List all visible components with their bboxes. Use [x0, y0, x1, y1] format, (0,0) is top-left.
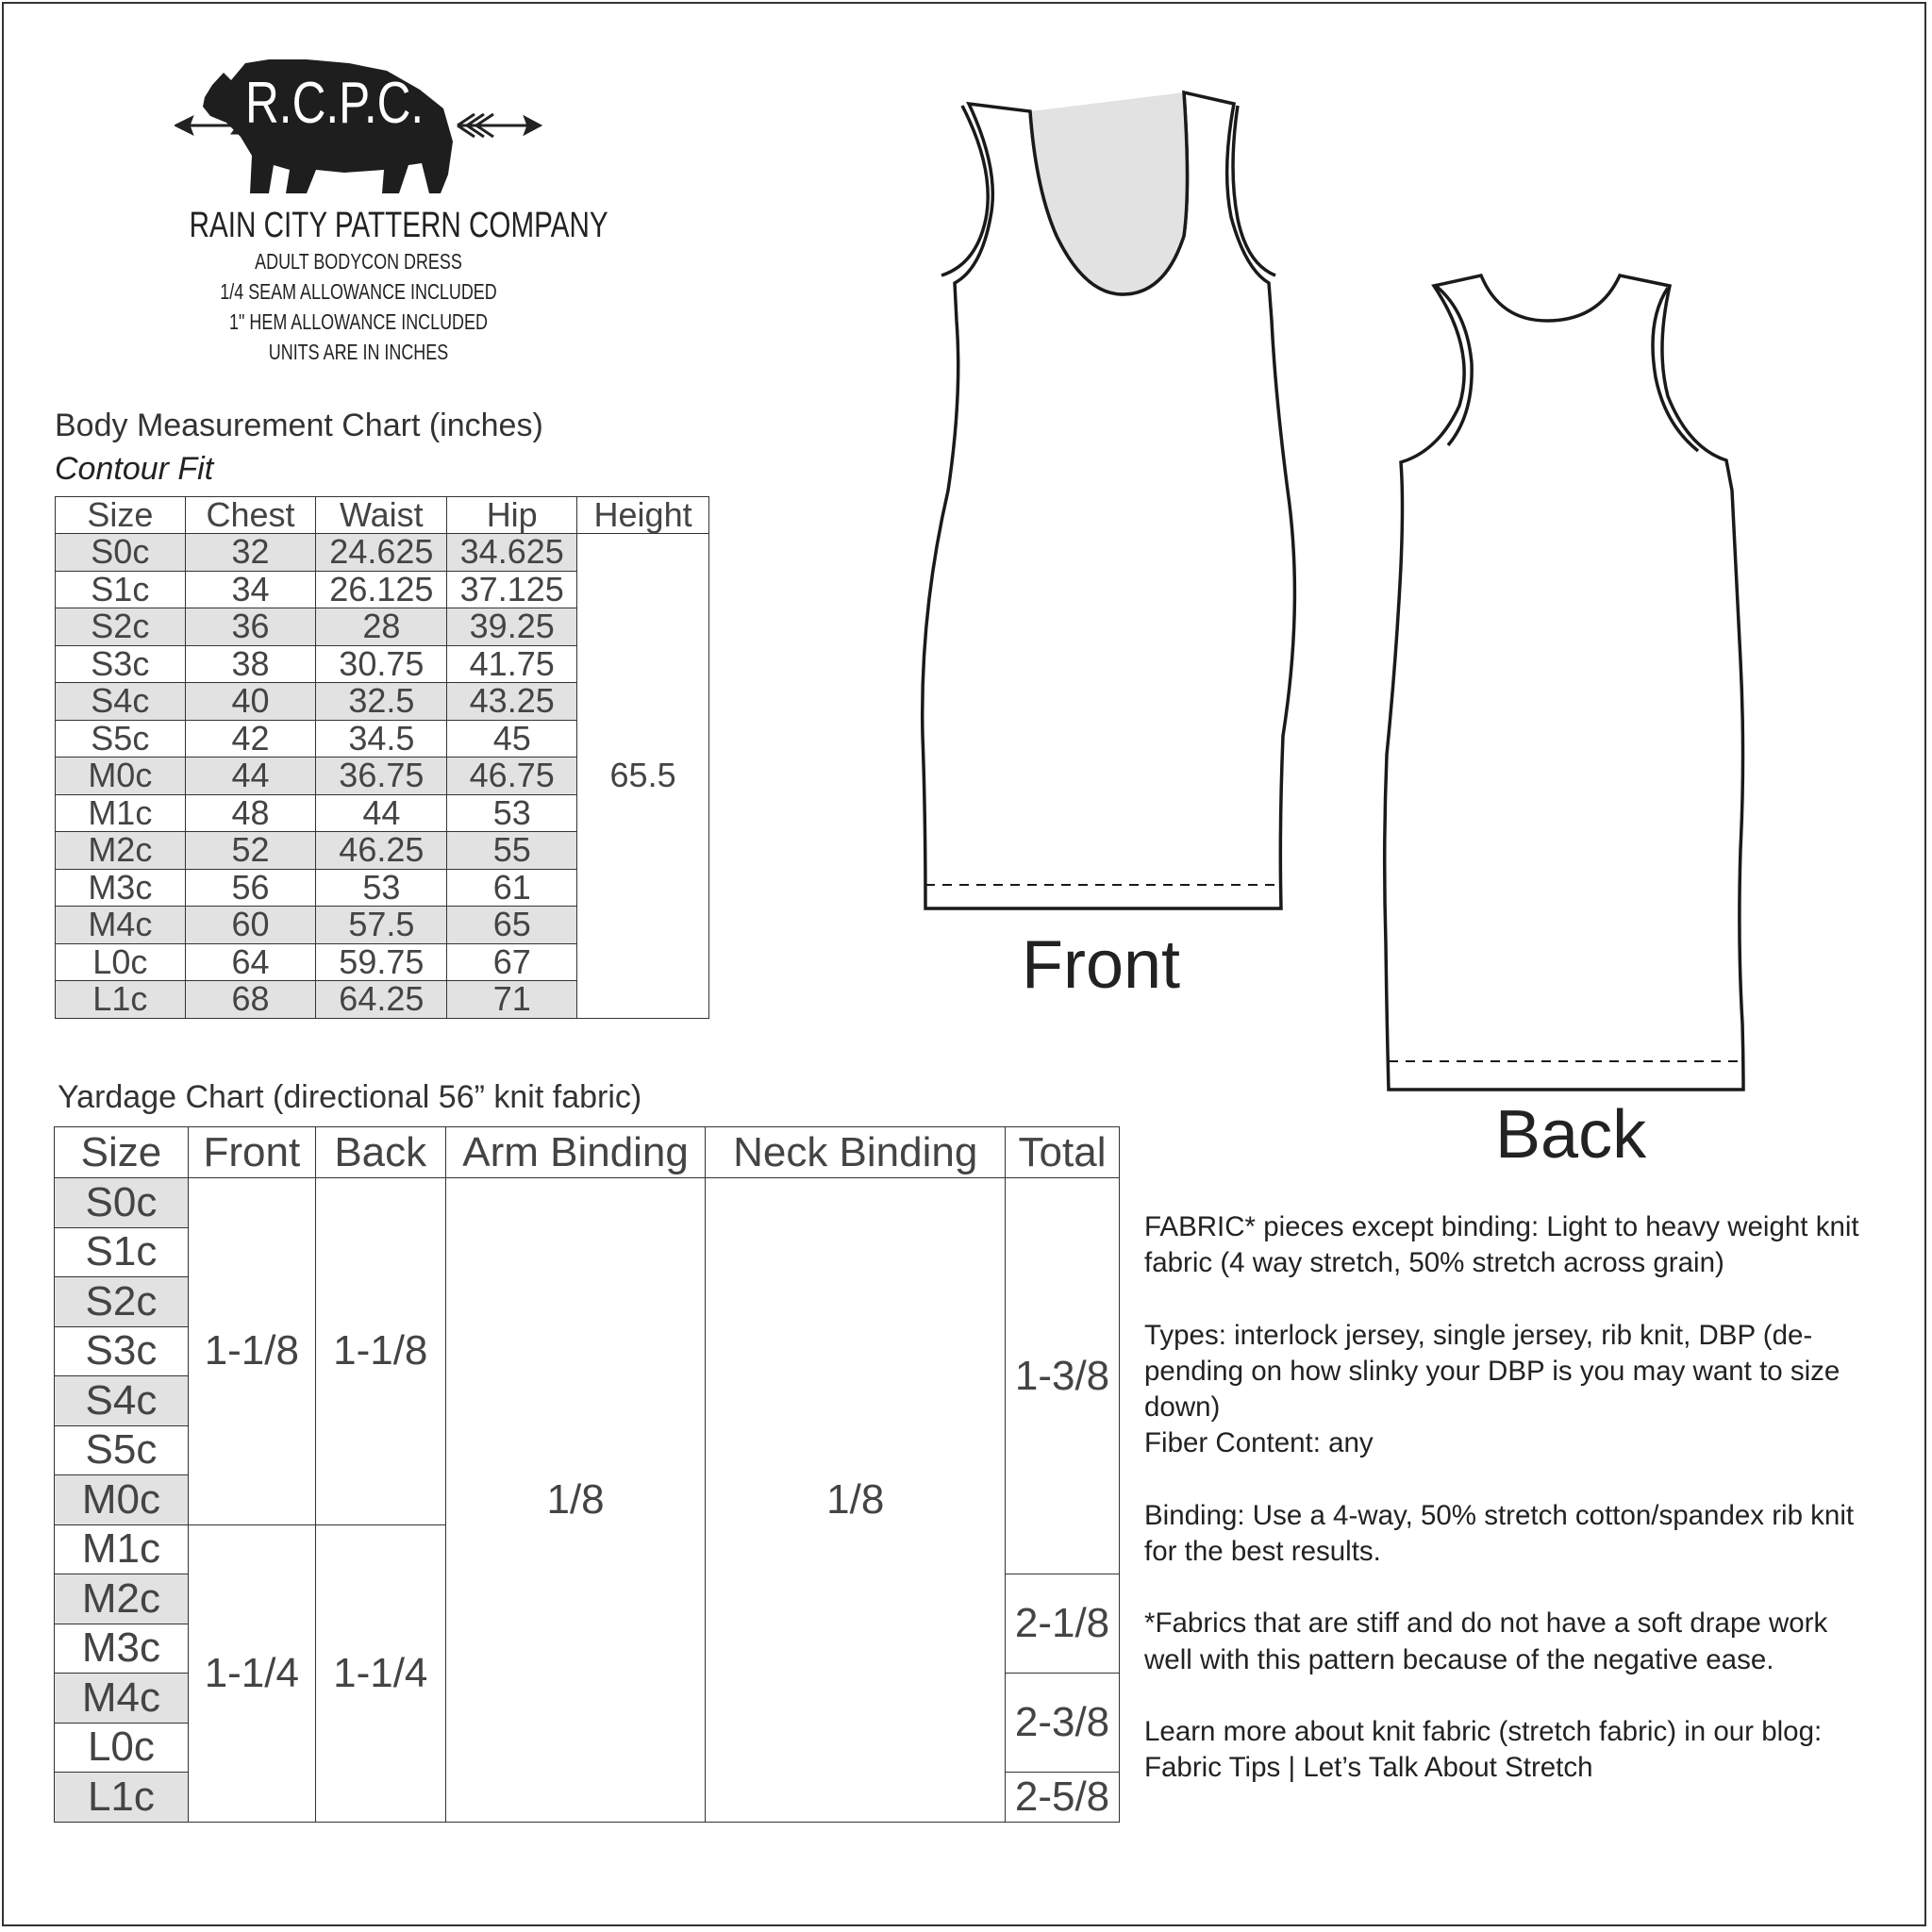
note-fiber: Fiber Content: any: [1144, 1427, 1374, 1459]
cell-total: 1-3/8: [1006, 1178, 1120, 1574]
cell-chest: 44: [185, 758, 316, 795]
header-arm-binding: Arm Binding: [445, 1127, 706, 1178]
monogram: R.C.P.C.: [244, 69, 425, 136]
header-size: Size: [56, 497, 186, 534]
header-height: Height: [577, 497, 709, 534]
cell-size: S4c: [55, 1376, 189, 1426]
header-neck-binding: Neck Binding: [706, 1127, 1006, 1178]
cell-size: S3c: [55, 1326, 189, 1376]
cell-hip: 67: [447, 943, 577, 981]
cell-size: L0c: [55, 1723, 189, 1773]
cell-size: M0c: [55, 1475, 189, 1525]
brand-line: 1/4 SEAM ALLOWANCE INCLUDED: [220, 279, 497, 304]
front-label: Front: [1022, 927, 1181, 1003]
cell-waist: 44: [316, 794, 447, 832]
header-chest: Chest: [185, 497, 316, 534]
cell-total: 2-1/8: [1006, 1574, 1120, 1674]
note-stiff-fabrics: *Fabrics that are stiff and do not have a soft drape work well with this pattern because of the negative ease.: [1144, 1607, 1828, 1675]
cell-size: S1c: [56, 571, 186, 608]
cell-back: 1-1/4: [315, 1524, 445, 1822]
cell-size: S2c: [56, 608, 186, 646]
back-dress-illustration: [1385, 275, 1743, 1090]
cell-size: S1c: [55, 1227, 189, 1277]
cell-waist: 30.75: [316, 645, 447, 683]
cell-neck-binding: 1/8: [706, 1178, 1006, 1823]
cell-size: M2c: [55, 1574, 189, 1624]
cell-waist: 24.625: [316, 534, 447, 572]
right-arrow-icon: [458, 114, 540, 137]
brand-text-block: [142, 206, 608, 367]
cell-chest: 40: [185, 683, 316, 721]
cell-hip: 55: [447, 832, 577, 870]
cell-size: M3c: [56, 869, 186, 907]
cell-hip: 46.75: [447, 758, 577, 795]
cell-size: L1c: [56, 981, 186, 1019]
cell-waist: 34.5: [316, 720, 447, 758]
brand-line: ADULT BODYCON DRESS: [255, 249, 462, 274]
brand-name: RAIN CITY PATTERN COMPANY: [189, 206, 608, 245]
note-fabric: FABRIC* pieces except binding: Light to heavy weight knit fabric (4 way stretch, 50% stretch across grain): [1144, 1211, 1859, 1279]
cell-waist: 26.125: [316, 571, 447, 608]
cell-hip: 39.25: [447, 608, 577, 646]
cell-chest: 48: [185, 794, 316, 832]
cell-chest: 32: [185, 534, 316, 572]
cell-size: L0c: [56, 943, 186, 981]
cell-total: 2-3/8: [1006, 1674, 1120, 1773]
cell-size: M1c: [55, 1524, 189, 1574]
cell-waist: 28: [316, 608, 447, 646]
cell-size: S0c: [55, 1178, 189, 1228]
cell-total: 2-5/8: [1006, 1773, 1120, 1823]
cell-front: 1-1/4: [188, 1524, 315, 1822]
fabric-notes: [1144, 1209, 1871, 1787]
cell-size: M4c: [55, 1674, 189, 1724]
cell-size: M3c: [55, 1624, 189, 1674]
cell-chest: 42: [185, 720, 316, 758]
body-measurement-table: [55, 496, 709, 1019]
cell-size: S4c: [56, 683, 186, 721]
front-dress-illustration: [923, 92, 1295, 908]
note-types: Types: interlock jersey, single jersey, rib knit, DBP (de-pending on how slinky your DBP is you may want to size down): [1144, 1319, 1840, 1424]
cell-chest: 60: [185, 907, 316, 944]
header-size: Size: [55, 1127, 189, 1178]
brand-line: UNITS ARE IN INCHES: [268, 340, 449, 364]
cell-waist: 46.25: [316, 832, 447, 870]
cell-waist: 36.75: [316, 758, 447, 795]
header-back: Back: [315, 1127, 445, 1178]
cell-hip: 37.125: [447, 571, 577, 608]
cell-hip: 65: [447, 907, 577, 944]
cell-chest: 64: [185, 943, 316, 981]
cell-size: L1c: [55, 1773, 189, 1823]
cell-chest: 34: [185, 571, 316, 608]
cell-chest: 56: [185, 869, 316, 907]
header-front: Front: [188, 1127, 315, 1178]
cell-size: S5c: [56, 720, 186, 758]
cell-hip: 71: [447, 981, 577, 1019]
cell-waist: 59.75: [316, 943, 447, 981]
cell-hip: 61: [447, 869, 577, 907]
cell-size: M4c: [56, 907, 186, 944]
cell-size: M2c: [56, 832, 186, 870]
back-label: Back: [1495, 1097, 1647, 1173]
cell-size: M1c: [56, 794, 186, 832]
cell-hip: 45: [447, 720, 577, 758]
header-total: Total: [1006, 1127, 1120, 1178]
cell-waist: 53: [316, 869, 447, 907]
cell-size: S2c: [55, 1277, 189, 1327]
cell-waist: 64.25: [316, 981, 447, 1019]
cell-chest: 38: [185, 645, 316, 683]
cell-hip: 43.25: [447, 683, 577, 721]
cell-size: S0c: [56, 534, 186, 572]
cell-waist: 57.5: [316, 907, 447, 944]
cell-arm-binding: 1/8: [445, 1178, 706, 1823]
table-header-row: [56, 497, 709, 534]
cell-waist: 32.5: [316, 683, 447, 721]
note-binding: Binding: Use a 4-way, 50% stretch cotton/spandex rib knit for the best results.: [1144, 1499, 1855, 1568]
header-hip: Hip: [447, 497, 577, 534]
yardage-chart-title: Yardage Chart (directional 56” knit fabric): [58, 1079, 642, 1115]
cell-hip: 53: [447, 794, 577, 832]
cell-chest: 68: [185, 981, 316, 1019]
bear-logo: [175, 52, 542, 217]
cell-size: M0c: [56, 758, 186, 795]
cell-hip: 41.75: [447, 645, 577, 683]
brand-line: 1" HEM ALLOWANCE INCLUDED: [229, 309, 488, 334]
body-chart-title: Body Measurement Chart (inches): [55, 408, 543, 443]
cell-size: S5c: [55, 1425, 189, 1475]
cell-chest: 36: [185, 608, 316, 646]
header-waist: Waist: [316, 497, 447, 534]
table-row: [56, 534, 709, 572]
yardage-table: [54, 1126, 1120, 1823]
cell-height: 65.5: [577, 534, 709, 1019]
cell-back: 1-1/8: [315, 1178, 445, 1525]
garment-illustrations: [906, 75, 1849, 1189]
cell-hip: 34.625: [447, 534, 577, 572]
cell-size: S3c: [56, 645, 186, 683]
note-learn-more: Learn more about knit fabric (stretch fabric) in our blog: Fabric Tips | Let’s Talk About Stretch: [1144, 1715, 1823, 1784]
body-chart-subtitle: Contour Fit: [55, 451, 214, 487]
cell-front: 1-1/8: [188, 1178, 315, 1525]
cell-chest: 52: [185, 832, 316, 870]
